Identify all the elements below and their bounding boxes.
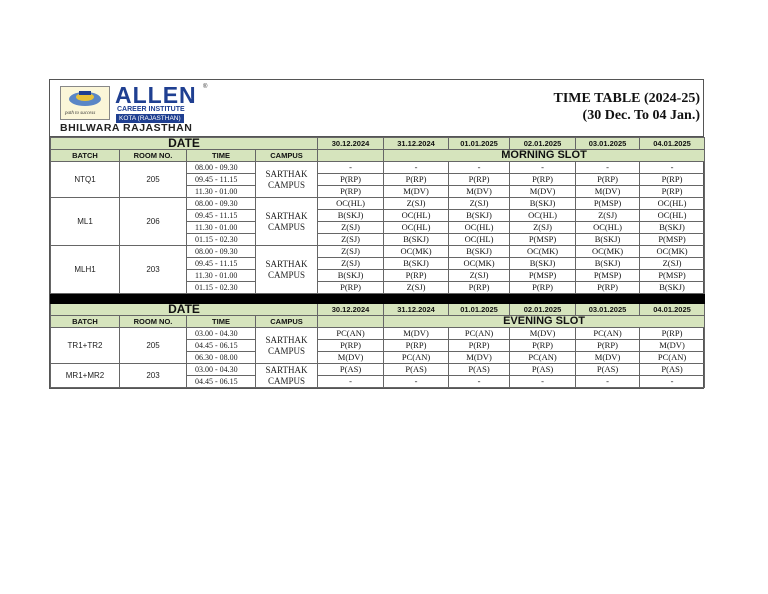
time-cell: 11.30 - 01.00 [187,222,256,234]
schedule-cell: - [640,376,705,388]
schedule-cell: P(AS) [318,364,384,376]
schedule-cell: P(RP) [449,282,510,294]
schedule-cell: B(SKJ) [384,258,449,270]
table-row [51,198,705,210]
date-label: DATE [51,304,318,316]
schedule-cell: PC(AN) [318,328,384,340]
schedule-cell: B(SKJ) [384,234,449,246]
schedule-cell: - [318,376,384,388]
schedule-cell: - [576,162,640,174]
schedule-cell: M(DV) [576,352,640,364]
schedule-cell: B(SKJ) [576,258,640,270]
campus-cell: SARTHAK CAMPUS [256,162,318,198]
batch-cell: NTQ1 [51,162,120,198]
logo-registered-mark: ® [203,84,208,90]
schedule-cell: P(RP) [449,340,510,352]
allen-logo [60,82,208,122]
time-cell: 03.00 - 04.30 [187,328,256,340]
schedule-cell: PC(AN) [384,352,449,364]
schedule-cell: Z(SJ) [318,258,384,270]
date-header: 01.01.2025 [449,304,510,316]
schedule-cell: - [576,376,640,388]
schedule-cell: B(SKJ) [510,258,576,270]
time-cell: 03.00 - 04.30 [187,364,256,376]
evening-slot-section [51,304,705,388]
time-cell: 11.30 - 01.00 [187,186,256,198]
date-header: 30.12.2024 [318,138,384,150]
logo-emblem-icon [60,86,110,120]
schedule-cell: OC(MK) [384,246,449,258]
col-campus: CAMPUS [256,150,318,162]
date-header: 03.01.2025 [576,304,640,316]
date-header: 03.01.2025 [576,138,640,150]
title-line-2: (30 Dec. To 04 Jan.) [582,108,700,123]
col-batch: BATCH [51,316,120,328]
campus-cell: SARTHAK CAMPUS [256,328,318,364]
schedule-cell: P(RP) [510,340,576,352]
date-header: 04.01.2025 [640,304,705,316]
room-cell: 203 [120,246,187,294]
schedule-cell: B(SKJ) [318,270,384,282]
schedule-cell: P(MSP) [576,198,640,210]
schedule-cell: P(RP) [318,174,384,186]
morning-slot-section [51,138,705,294]
time-cell: 01.15 - 02.30 [187,234,256,246]
batch-cell: ML1 [51,198,120,246]
date-header: 31.12.2024 [384,138,449,150]
room-cell: 203 [120,364,187,388]
schedule-cell: P(RP) [640,186,705,198]
col-time: TIME [187,150,256,162]
schedule-cell: P(MSP) [640,270,705,282]
schedule-cell: M(DV) [510,186,576,198]
date-row [51,304,705,316]
time-cell: 09.45 - 11.15 [187,258,256,270]
schedule-cell: PC(AN) [576,328,640,340]
slot-label: MORNING SLOT [384,150,705,162]
schedule-cell: OC(HL) [640,210,705,222]
schedule-cell: B(SKJ) [510,198,576,210]
schedule-cell: M(DV) [576,186,640,198]
date-row [51,138,705,150]
schedule-cell: Z(SJ) [449,270,510,282]
room-cell: 205 [120,162,187,198]
date-header: 02.01.2025 [510,304,576,316]
schedule-cell: P(RP) [318,186,384,198]
col-campus: CAMPUS [256,316,318,328]
schedule-cell: P(RP) [510,282,576,294]
col-batch: BATCH [51,150,120,162]
schedule-cell: P(MSP) [510,270,576,282]
schedule-cell: OC(HL) [449,234,510,246]
schedule-cell: - [384,376,449,388]
schedule-cell: OC(MK) [576,246,640,258]
schedule-cell: Z(SJ) [384,198,449,210]
schedule-cell: M(DV) [318,352,384,364]
schedule-cell: - [510,162,576,174]
logo-brand: ALLEN [115,82,197,108]
schedule-cell: OC(HL) [318,198,384,210]
schedule-cell: M(DV) [449,186,510,198]
schedule-cell: M(DV) [449,352,510,364]
schedule-cell: B(SKJ) [318,210,384,222]
logo-tagline: path to success [65,111,96,116]
schedule-cell: B(SKJ) [449,246,510,258]
schedule-cell: P(MSP) [640,234,705,246]
table-row [51,328,705,340]
schedule-cell: P(RP) [576,174,640,186]
schedule-cell: Z(SJ) [384,282,449,294]
col-room: ROOM NO. [120,150,187,162]
schedule-cell: B(SKJ) [640,282,705,294]
time-cell: 08.00 - 09.30 [187,246,256,258]
room-cell: 206 [120,198,187,246]
batch-cell: MR1+MR2 [51,364,120,388]
schedule-cell: PC(AN) [640,352,705,364]
schedule-cell: P(RP) [449,174,510,186]
schedule-cell: P(MSP) [510,234,576,246]
table-row [51,162,705,174]
schedule-cell: - [449,162,510,174]
timetable-sheet [49,79,704,389]
time-cell: 11.30 - 01.00 [187,270,256,282]
time-cell: 09.45 - 11.15 [187,174,256,186]
time-cell: 06.30 - 08.00 [187,352,256,364]
section-separator [51,294,705,304]
date-header: 02.01.2025 [510,138,576,150]
batch-cell: MLH1 [51,246,120,294]
schedule-cell: P(RP) [384,174,449,186]
column-header-row [51,150,705,162]
schedule-cell: P(RP) [384,270,449,282]
table-row [51,364,705,376]
schedule-cell: OC(HL) [576,222,640,234]
time-cell: 01.15 - 02.30 [187,282,256,294]
slot-blank-cell [318,150,384,162]
schedule-cell: P(RP) [318,340,384,352]
schedule-cell: OC(HL) [384,222,449,234]
schedule-cell: - [318,162,384,174]
schedule-cell: OC(HL) [384,210,449,222]
schedule-cell: OC(MK) [449,258,510,270]
schedule-cell: P(RP) [510,174,576,186]
schedule-cell: P(RP) [384,340,449,352]
schedule-cell: Z(SJ) [640,258,705,270]
timetable-header [50,80,703,137]
schedule-cell: M(DV) [384,328,449,340]
schedule-cell: B(SKJ) [449,210,510,222]
schedule-cell: P(AS) [576,364,640,376]
schedule-cell: OC(HL) [510,210,576,222]
schedule-cell: P(RP) [640,174,705,186]
schedule-cell: M(DV) [640,340,705,352]
time-cell: 04.45 - 06.15 [187,340,256,352]
logo-subtitle: CAREER INSTITUTE [117,106,185,113]
schedule-cell: Z(SJ) [318,222,384,234]
schedule-cell: Z(SJ) [318,246,384,258]
schedule-cell: P(MSP) [576,270,640,282]
campus-cell: SARTHAK CAMPUS [256,246,318,294]
location-label: BHILWARA RAJASTHAN [60,122,193,134]
schedule-cell: Z(SJ) [510,222,576,234]
col-room: ROOM NO. [120,316,187,328]
schedule-cell: OC(HL) [640,198,705,210]
schedule-cell: P(AS) [384,364,449,376]
schedule-cell: P(AS) [510,364,576,376]
logo-city: KOTA (RAJASTHAN) [116,114,184,123]
date-header: 30.12.2024 [318,304,384,316]
schedule-cell: - [510,376,576,388]
time-cell: 09.45 - 11.15 [187,210,256,222]
schedule-cell: OC(MK) [510,246,576,258]
time-cell: 04.45 - 06.15 [187,376,256,388]
schedule-cell: M(DV) [510,328,576,340]
title-line-1: TIME TABLE (2024-25) [553,91,700,106]
schedule-cell: Z(SJ) [449,198,510,210]
column-header-row [51,316,705,328]
schedule-cell: P(RP) [640,328,705,340]
table-row [51,246,705,258]
schedule-cell: P(RP) [318,282,384,294]
schedule-cell: Z(SJ) [318,234,384,246]
schedule-table [50,137,705,388]
schedule-cell: - [384,162,449,174]
time-cell: 08.00 - 09.30 [187,198,256,210]
schedule-cell: B(SKJ) [576,234,640,246]
date-header: 01.01.2025 [449,138,510,150]
batch-cell: TR1+TR2 [51,328,120,364]
room-cell: 205 [120,328,187,364]
date-label: DATE [51,138,318,150]
schedule-cell: P(RP) [576,282,640,294]
schedule-cell: PC(AN) [449,328,510,340]
schedule-cell: - [640,162,705,174]
timetable-title [554,90,701,124]
slot-label: EVENING SLOT [384,316,705,328]
schedule-cell: P(AS) [640,364,705,376]
schedule-cell: OC(HL) [449,222,510,234]
col-time: TIME [187,316,256,328]
schedule-cell: - [449,376,510,388]
schedule-cell: B(SKJ) [640,222,705,234]
schedule-cell: PC(AN) [510,352,576,364]
campus-cell: SARTHAK CAMPUS [256,364,318,388]
time-cell: 08.00 - 09.30 [187,162,256,174]
schedule-cell: P(AS) [449,364,510,376]
schedule-cell: P(RP) [576,340,640,352]
date-header: 04.01.2025 [640,138,705,150]
slot-blank-cell [318,316,384,328]
schedule-cell: OC(MK) [640,246,705,258]
date-header: 31.12.2024 [384,304,449,316]
schedule-cell: Z(SJ) [576,210,640,222]
campus-cell: SARTHAK CAMPUS [256,198,318,246]
schedule-cell: M(DV) [384,186,449,198]
